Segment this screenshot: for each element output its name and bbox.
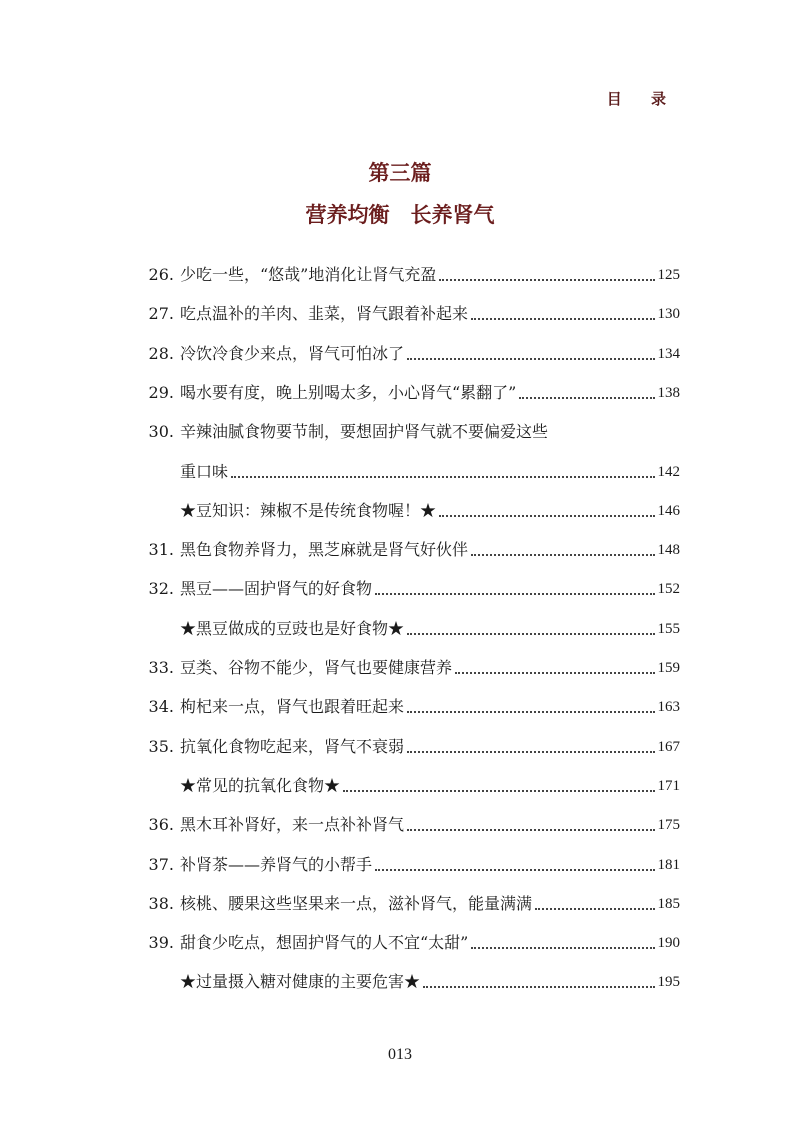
toc-entry-title: ★常见的抗氧化食物★ <box>180 776 341 795</box>
toc-entry-title: 冷饮冷食少来点，肾气可怕冰了 <box>180 344 405 363</box>
toc-entry-page: 185 <box>657 896 680 912</box>
toc-entry-page: 134 <box>657 346 680 362</box>
dot-leader <box>519 397 654 399</box>
toc-entry-title: 枸杞来一点，肾气也跟着旺起来 <box>180 697 405 716</box>
toc-entry-title: 抗氧化食物吃起来，肾气不衰弱 <box>180 737 405 756</box>
toc-entry-title: ★过量摄入糖对健康的主要危害★ <box>180 972 421 991</box>
toc-entry-page: 125 <box>657 267 680 283</box>
toc-entry-number: 27. <box>148 304 174 323</box>
toc-entry-number: 38. <box>148 894 174 913</box>
toc-entry-title: ★黑豆做成的豆豉也是好食物★ <box>180 619 405 638</box>
page-number: 013 <box>388 1046 412 1063</box>
toc-entry-page: 159 <box>657 660 680 676</box>
part-title: 第三篇 <box>368 160 432 185</box>
dot-leader <box>407 711 654 713</box>
toc-entry[interactable] <box>180 498 680 524</box>
toc-entry[interactable] <box>136 734 680 760</box>
dot-leader <box>407 633 654 635</box>
toc-entry[interactable] <box>136 419 680 445</box>
toc-entry-page: 181 <box>657 857 680 873</box>
toc-entry-page: 130 <box>657 306 680 322</box>
dot-leader <box>535 908 654 910</box>
dot-leader <box>231 476 654 478</box>
toc-entry-title: 核桃、腰果这些坚果来一点，滋补肾气，能量满满 <box>180 894 533 913</box>
dot-leader <box>407 751 654 753</box>
toc-entry-number: 39. <box>148 933 174 952</box>
dot-leader <box>343 790 654 792</box>
toc-entry-page: 148 <box>657 542 680 558</box>
toc-entry-number: 30. <box>148 422 174 441</box>
toc-entry-title: 黑色食物养肾力，黑芝麻就是肾气好伙伴 <box>180 540 469 559</box>
toc-entry[interactable] <box>136 380 680 406</box>
toc-entry-number: 29. <box>148 383 174 402</box>
toc-entry-page: 142 <box>657 464 680 480</box>
toc-entry-number: 37. <box>148 855 174 874</box>
toc-entry-number: 26. <box>148 265 174 284</box>
part-subtitle: 营养均衡 长养肾气 <box>305 202 495 227</box>
toc-entry[interactable] <box>136 576 680 602</box>
toc-entry-title: 豆类、谷物不能少，肾气也要健康营养 <box>180 658 453 677</box>
toc-entry[interactable] <box>180 459 680 485</box>
toc-entry[interactable] <box>136 812 680 838</box>
dot-leader <box>407 358 654 360</box>
toc-entry[interactable] <box>136 301 680 327</box>
toc-entry[interactable] <box>180 773 680 799</box>
toc-entry[interactable] <box>136 341 680 367</box>
dot-leader <box>407 829 654 831</box>
toc-entry-page: 152 <box>657 581 680 597</box>
toc-entry-number: 33. <box>148 658 174 677</box>
dot-leader <box>455 672 654 674</box>
toc-entry-page: 155 <box>657 621 680 637</box>
dot-leader <box>471 554 654 556</box>
dot-leader <box>439 515 654 517</box>
toc-entry-page: 190 <box>657 935 680 951</box>
toc-entry-page: 167 <box>657 739 680 755</box>
toc-entry[interactable] <box>136 930 680 956</box>
dot-leader <box>375 593 654 595</box>
toc-entry-number: 31. <box>148 540 174 559</box>
toc-entry[interactable] <box>136 537 680 563</box>
toc-entry[interactable] <box>136 694 680 720</box>
toc-entry-title: 甜食少吃点，想固护肾气的人不宜“太甜” <box>180 933 469 952</box>
toc-entry-title: 少吃一些，“悠哉”地消化让肾气充盈 <box>180 265 437 284</box>
toc-entry-title: 重口味 <box>180 462 229 481</box>
toc-entry-page: 175 <box>657 817 680 833</box>
toc-entry-title: 喝水要有度，晚上别喝太多，小心肾气“累翻了” <box>180 383 517 402</box>
toc-entry[interactable] <box>136 891 680 917</box>
dot-leader <box>471 947 654 949</box>
toc-entry-number: 36. <box>148 815 174 834</box>
toc-entry[interactable] <box>136 262 680 288</box>
toc-entry-page: 171 <box>657 778 680 794</box>
toc-entry[interactable] <box>180 969 680 995</box>
toc-entry-page: 138 <box>657 385 680 401</box>
toc-entry[interactable] <box>136 852 680 878</box>
toc-entry[interactable] <box>136 655 680 681</box>
toc-entry-number: 32. <box>148 579 174 598</box>
dot-leader <box>375 869 654 871</box>
dot-leader <box>423 986 654 988</box>
toc-entry-title: ★豆知识：辣椒不是传统食物喔！★ <box>180 501 437 520</box>
toc-entry-page: 195 <box>657 974 680 990</box>
dot-leader <box>471 318 654 320</box>
toc-entry-title: 辛辣油腻食物要节制，要想固护肾气就不要偏爱这些 <box>180 422 549 441</box>
section-label: 目 录 <box>606 90 678 108</box>
toc-entry-page: 146 <box>657 503 680 519</box>
toc-entry-title: 黑豆——固护肾气的好食物 <box>180 579 373 598</box>
toc-entry-page: 163 <box>657 699 680 715</box>
toc-entry[interactable] <box>180 616 680 642</box>
toc-entry-number: 34. <box>148 697 174 716</box>
toc-entry-number: 28. <box>148 344 174 363</box>
toc-entry-number: 35. <box>148 737 174 756</box>
toc-entry-title: 黑木耳补肾好，来一点补补肾气 <box>180 815 405 834</box>
toc-entry-title: 补肾茶——养肾气的小帮手 <box>180 855 373 874</box>
dot-leader <box>439 279 654 281</box>
toc-entry-title: 吃点温补的羊肉、韭菜，肾气跟着补起来 <box>180 304 469 323</box>
